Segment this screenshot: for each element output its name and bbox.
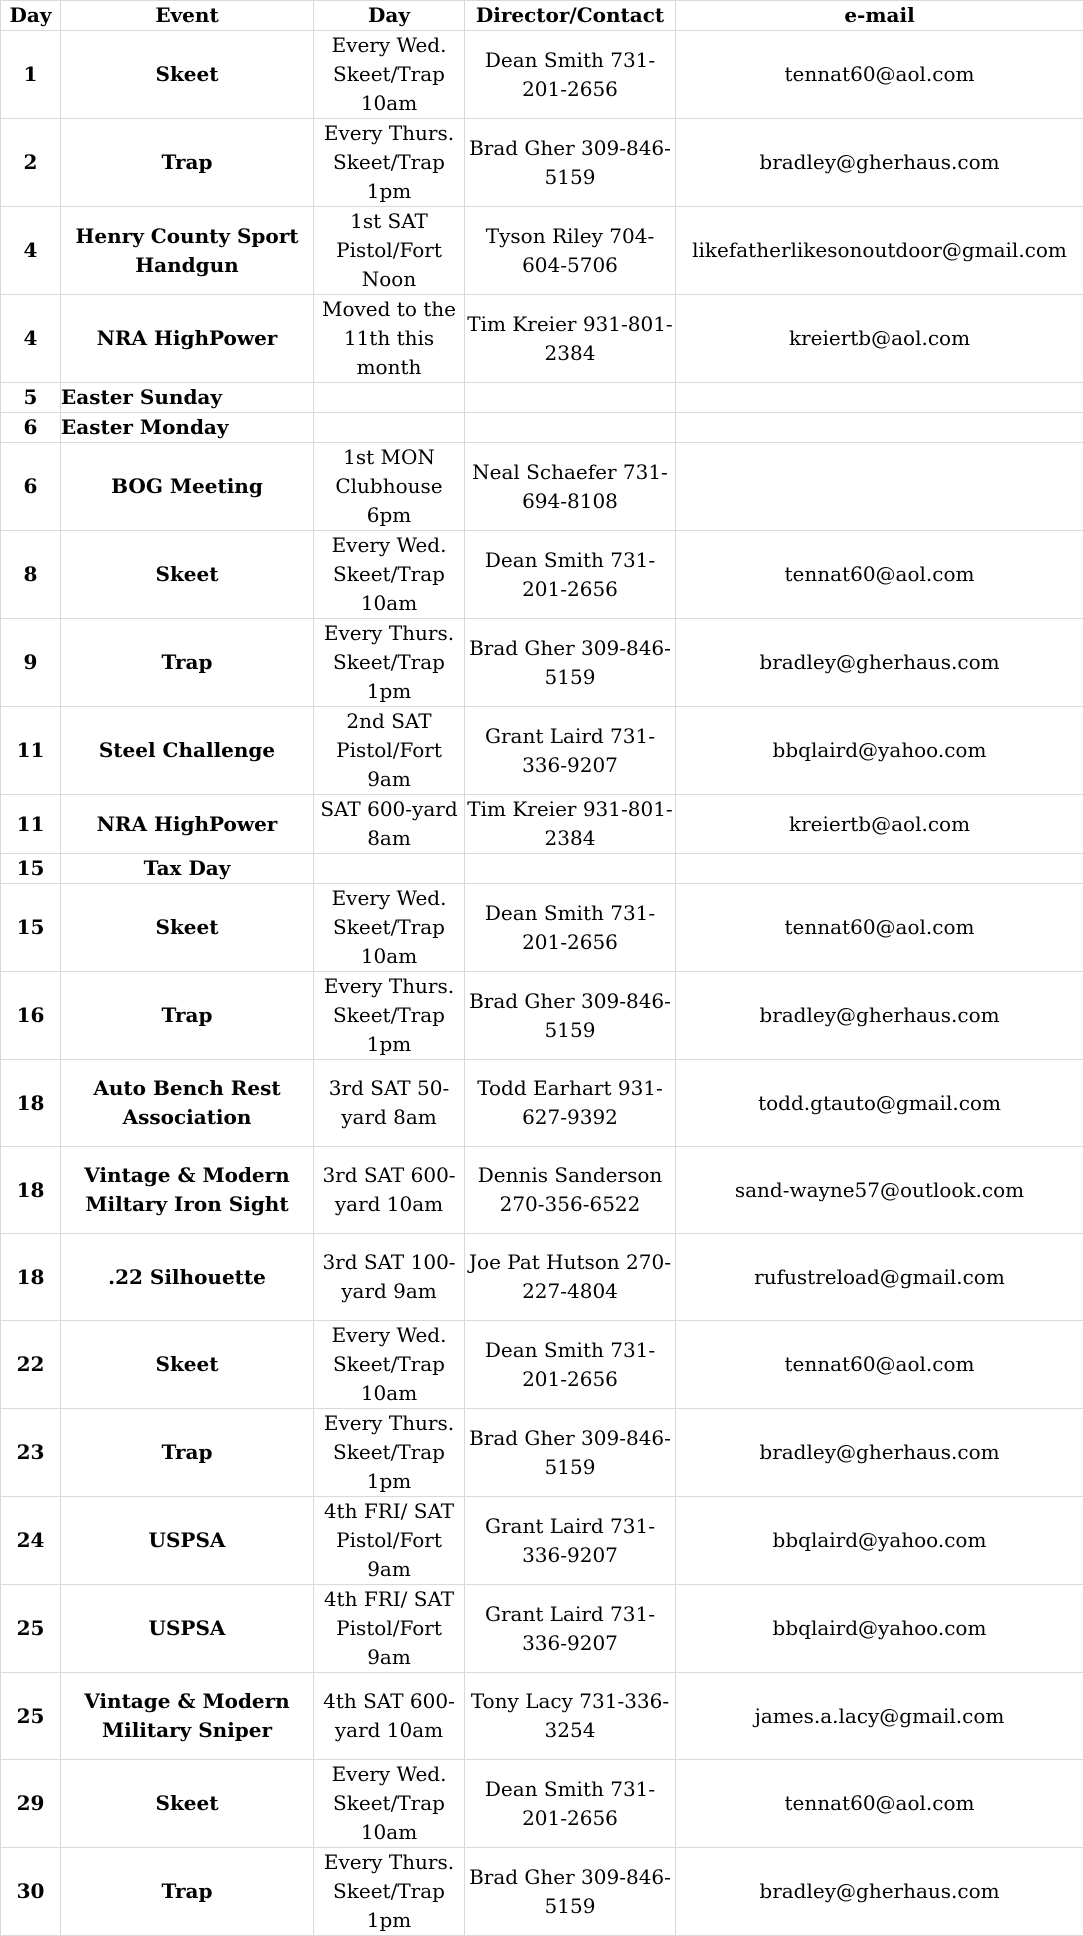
event-cell: Steel Challenge: [61, 707, 314, 795]
email-cell: [676, 443, 1083, 531]
event-cell: Skeet: [61, 31, 314, 119]
schedule-cell: 3rd SAT 50-yard 8am: [314, 1060, 465, 1147]
schedule-cell: Every Wed. Skeet/Trap 10am: [314, 531, 465, 619]
event-cell: Trap: [61, 619, 314, 707]
day-cell: 18: [1, 1060, 61, 1147]
day-cell: 6: [1, 443, 61, 531]
table-row: [1, 619, 1083, 707]
email-cell: james.a.lacy@gmail.com: [676, 1673, 1083, 1760]
contact-cell: Dean Smith 731-201-2656: [465, 531, 676, 619]
contact-cell: Brad Gher 309-846-5159: [465, 1409, 676, 1497]
table-row: [1, 295, 1083, 383]
contact-cell: [465, 413, 676, 443]
table-row: [1, 119, 1083, 207]
contact-cell: Dennis Sanderson 270-356-6522: [465, 1147, 676, 1234]
day-cell: 2: [1, 119, 61, 207]
day-cell: 15: [1, 884, 61, 972]
email-cell: rufustreload@gmail.com: [676, 1234, 1083, 1321]
table-row: [1, 972, 1083, 1060]
day-cell: 25: [1, 1585, 61, 1673]
contact-cell: Brad Gher 309-846-5159: [465, 972, 676, 1060]
table-row: [1, 383, 1083, 413]
table-row: [1, 207, 1083, 295]
table-row: [1, 795, 1083, 854]
schedule-cell: 3rd SAT 600-yard 10am: [314, 1147, 465, 1234]
email-cell: bbqlaird@yahoo.com: [676, 1585, 1083, 1673]
table-row: [1, 1234, 1083, 1321]
day-cell: 29: [1, 1760, 61, 1848]
schedule-cell: 4th FRI/ SAT Pistol/Fort 9am: [314, 1585, 465, 1673]
email-cell: [676, 854, 1083, 884]
day-cell: 4: [1, 207, 61, 295]
event-cell: Trap: [61, 119, 314, 207]
event-cell: Tax Day: [61, 854, 314, 884]
schedule-cell: [314, 413, 465, 443]
table-row: [1, 1585, 1083, 1673]
table-row: [1, 1673, 1083, 1760]
email-cell: tennat60@aol.com: [676, 884, 1083, 972]
email-cell: bradley@gherhaus.com: [676, 1848, 1083, 1936]
schedule-cell: Every Thurs. Skeet/Trap 1pm: [314, 972, 465, 1060]
day-cell: 4: [1, 295, 61, 383]
schedule-cell: 1st SAT Pistol/Fort Noon: [314, 207, 465, 295]
email-cell: kreiertb@aol.com: [676, 795, 1083, 854]
event-cell: Trap: [61, 1848, 314, 1936]
email-cell: todd.gtauto@gmail.com: [676, 1060, 1083, 1147]
schedule-cell: 2nd SAT Pistol/Fort 9am: [314, 707, 465, 795]
day-cell: 18: [1, 1147, 61, 1234]
contact-cell: Tony Lacy 731-336-3254: [465, 1673, 676, 1760]
header-contact: Director/Contact: [465, 1, 676, 31]
email-cell: [676, 413, 1083, 443]
event-cell: Trap: [61, 972, 314, 1060]
event-cell: Easter Sunday: [61, 383, 314, 413]
contact-cell: [465, 854, 676, 884]
contact-cell: Tyson Riley 704-604-5706: [465, 207, 676, 295]
table-row: [1, 854, 1083, 884]
day-cell: 9: [1, 619, 61, 707]
table-row: [1, 31, 1083, 119]
contact-cell: Dean Smith 731-201-2656: [465, 1321, 676, 1409]
day-cell: 30: [1, 1848, 61, 1936]
email-cell: sand-wayne57@outlook.com: [676, 1147, 1083, 1234]
schedule-cell: 4th SAT 600-yard 10am: [314, 1673, 465, 1760]
schedule-cell: Every Thurs. Skeet/Trap 1pm: [314, 619, 465, 707]
header-day: Day: [1, 1, 61, 31]
table-row: [1, 884, 1083, 972]
contact-cell: Dean Smith 731-201-2656: [465, 31, 676, 119]
table-row: [1, 1060, 1083, 1147]
day-cell: 11: [1, 795, 61, 854]
contact-cell: Joe Pat Hutson 270-227-4804: [465, 1234, 676, 1321]
email-cell: [676, 383, 1083, 413]
table-row: [1, 531, 1083, 619]
email-cell: bradley@gherhaus.com: [676, 619, 1083, 707]
day-cell: 8: [1, 531, 61, 619]
day-cell: 16: [1, 972, 61, 1060]
contact-cell: [465, 383, 676, 413]
contact-cell: Dean Smith 731-201-2656: [465, 884, 676, 972]
event-cell: BOG Meeting: [61, 443, 314, 531]
email-cell: tennat60@aol.com: [676, 531, 1083, 619]
contact-cell: Grant Laird 731-336-9207: [465, 707, 676, 795]
contact-cell: Tim Kreier 931-801-2384: [465, 795, 676, 854]
event-cell: Vintage & Modern Miltary Iron Sight: [61, 1147, 314, 1234]
email-cell: bbqlaird@yahoo.com: [676, 1497, 1083, 1585]
schedule-cell: Every Thurs. Skeet/Trap 1pm: [314, 1409, 465, 1497]
email-cell: bbqlaird@yahoo.com: [676, 707, 1083, 795]
schedule-cell: 4th FRI/ SAT Pistol/Fort 9am: [314, 1497, 465, 1585]
contact-cell: Brad Gher 309-846-5159: [465, 119, 676, 207]
day-cell: 18: [1, 1234, 61, 1321]
event-cell: Skeet: [61, 1760, 314, 1848]
day-cell: 25: [1, 1673, 61, 1760]
email-cell: bradley@gherhaus.com: [676, 972, 1083, 1060]
schedule-cell: 3rd SAT 100-yard 9am: [314, 1234, 465, 1321]
day-cell: 15: [1, 854, 61, 884]
schedule-cell: 1st MON Clubhouse 6pm: [314, 443, 465, 531]
event-cell: Skeet: [61, 531, 314, 619]
day-cell: 11: [1, 707, 61, 795]
contact-cell: Todd Earhart 931-627-9392: [465, 1060, 676, 1147]
header-when: Day: [314, 1, 465, 31]
schedule-cell: SAT 600-yard 8am: [314, 795, 465, 854]
table-row: [1, 1848, 1083, 1936]
day-cell: 1: [1, 31, 61, 119]
schedule-cell: Every Wed. Skeet/Trap 10am: [314, 1321, 465, 1409]
schedule-cell: Every Thurs. Skeet/Trap 1pm: [314, 1848, 465, 1936]
schedule-cell: Every Thurs. Skeet/Trap 1pm: [314, 119, 465, 207]
schedule-cell: [314, 854, 465, 884]
day-cell: 22: [1, 1321, 61, 1409]
email-cell: kreiertb@aol.com: [676, 295, 1083, 383]
table-row: [1, 1409, 1083, 1497]
event-cell: USPSA: [61, 1585, 314, 1673]
event-cell: Henry County Sport Handgun: [61, 207, 314, 295]
email-cell: bradley@gherhaus.com: [676, 119, 1083, 207]
email-cell: likefatherlikesonoutdoor@gmail.com: [676, 207, 1083, 295]
table-row: [1, 1321, 1083, 1409]
header-event: Event: [61, 1, 314, 31]
event-cell: NRA HighPower: [61, 295, 314, 383]
event-cell: NRA HighPower: [61, 795, 314, 854]
contact-cell: Brad Gher 309-846-5159: [465, 619, 676, 707]
email-cell: tennat60@aol.com: [676, 31, 1083, 119]
event-cell: Skeet: [61, 1321, 314, 1409]
schedule-cell: [314, 383, 465, 413]
email-cell: bradley@gherhaus.com: [676, 1409, 1083, 1497]
schedule-cell: Every Wed. Skeet/Trap 10am: [314, 31, 465, 119]
table-row: [1, 413, 1083, 443]
contact-cell: Neal Schaefer 731-694-8108: [465, 443, 676, 531]
contact-cell: Dean Smith 731-201-2656: [465, 1760, 676, 1848]
email-cell: tennat60@aol.com: [676, 1321, 1083, 1409]
table-row: [1, 443, 1083, 531]
event-cell: USPSA: [61, 1497, 314, 1585]
email-cell: tennat60@aol.com: [676, 1760, 1083, 1848]
event-cell: Auto Bench Rest Association: [61, 1060, 314, 1147]
table-row: [1, 707, 1083, 795]
day-cell: 24: [1, 1497, 61, 1585]
table-row: [1, 1760, 1083, 1848]
schedule-cell: Moved to the 11th this month: [314, 295, 465, 383]
day-cell: 5: [1, 383, 61, 413]
event-cell: Trap: [61, 1409, 314, 1497]
schedule-cell: Every Wed. Skeet/Trap 10am: [314, 1760, 465, 1848]
contact-cell: Grant Laird 731-336-9207: [465, 1497, 676, 1585]
schedule-cell: Every Wed. Skeet/Trap 10am: [314, 884, 465, 972]
day-cell: 6: [1, 413, 61, 443]
event-cell: .22 Silhouette: [61, 1234, 314, 1321]
contact-cell: Grant Laird 731-336-9207: [465, 1585, 676, 1673]
event-cell: Vintage & Modern Military Sniper: [61, 1673, 314, 1760]
header-row: [1, 1, 1083, 31]
header-email: e-mail: [676, 1, 1083, 31]
day-cell: 23: [1, 1409, 61, 1497]
table-row: [1, 1147, 1083, 1234]
event-cell: Easter Monday: [61, 413, 314, 443]
table-row: [1, 1497, 1083, 1585]
event-cell: Skeet: [61, 884, 314, 972]
contact-cell: Tim Kreier 931-801-2384: [465, 295, 676, 383]
contact-cell: Brad Gher 309-846-5159: [465, 1848, 676, 1936]
